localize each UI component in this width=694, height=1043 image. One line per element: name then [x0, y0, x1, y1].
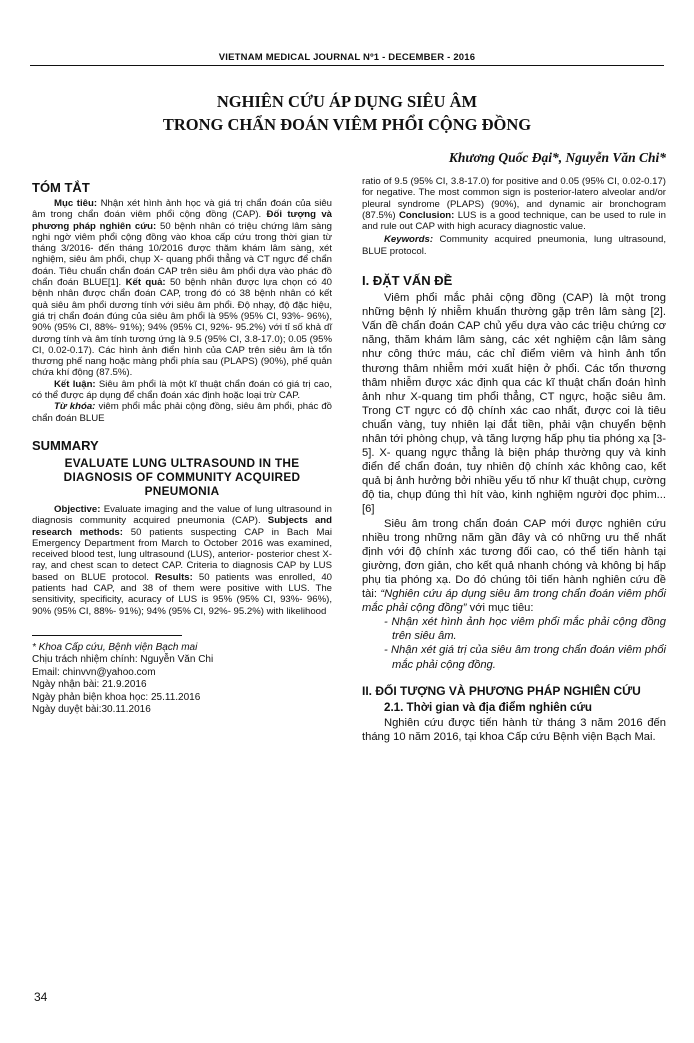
- conclusion-vi-text: Siêu âm phổi là một kĩ thuật chẩn đoán có giá trị cao, có thể được áp dụng để chẩn đoán xác định hoặc loại trừ CAP.: [32, 378, 332, 402]
- review-date: Ngày phản biện khoa học: 25.11.2016: [32, 691, 201, 703]
- author-list: Khương Quốc Đại*, Nguyễn Văn Chi*: [448, 150, 666, 165]
- results-vi-label: Kết quả:: [125, 277, 166, 289]
- summary-heading: SUMMARY: [32, 437, 99, 453]
- methods-vi-text: 50 bệnh nhân có triệu chứng lâm sàng nghi ngờ viêm phổi cộng đồng vào khoa cấp cứu trong thời gian từ tháng 3/2016- đến tháng 10/2016 được thăm khám lâm sàng, xét nghiệm, siêu âm phổi, chụp X- quang phổi thẳng và CT ngực để chẩn đoán. Tiêu chuẩn chẩn đoán CAP trên siêu âm phổi dựa vào phác đồ chẩn đoán BLUE[1].: [32, 220, 333, 289]
- right-column: [362, 176, 666, 744]
- conclusion-vi-label: Kết luận:: [54, 378, 96, 390]
- summary-title: EVALUATE LUNG ULTRASOUND IN THE DIAGNOSIS OF COMMUNITY ACQUIRED PNEUMONIA: [63, 455, 301, 498]
- left-column: [32, 176, 332, 717]
- results-en-cont: ratio of 9.5 (95% CI, 3.8-17.0) for positive and 0.05 (95% CI, 0.02-0.17) for negative. The most common sign is posterior-latero alveolar and/or pleural syndrome (PLAPS) (90%), and dynamic air bronchogram (87.5%): [362, 176, 666, 221]
- keywords-en: [362, 234, 666, 257]
- conclusion-en-label: Conclusion:: [398, 209, 455, 221]
- running-header: VIETNAM MEDICAL JOURNAL Nº1 - DECEMBER - 2016: [30, 52, 664, 66]
- section-2-1-heading: 2.1. Thời gian và địa điểm nghiên cứu: [384, 700, 592, 714]
- abstract-vi-heading: TÓM TẮT: [32, 180, 90, 195]
- methods-vi-label: Đối tượng và phương pháp nghiên cứu:: [32, 209, 332, 232]
- keywords-vi-text: viêm phổi mắc phải cộng đồng, siêu âm phổi, phác đồ chẩn đoán BLUE: [32, 401, 333, 424]
- footnote-divider: [32, 635, 182, 636]
- conclusion-vi: [32, 379, 332, 402]
- article-title: [60, 90, 634, 136]
- study-topic: “Nghiên cứu áp dụng siêu âm trong chẩn đoán viêm phổi mắc phải cộng đồng”: [362, 588, 667, 615]
- section-1-para-2: [362, 517, 666, 616]
- email: Email: chinvvn@yahoo.com: [32, 666, 156, 678]
- keywords-en-text: Community acquired pneumonia, lung ultrasound, BLUE protocol.: [362, 234, 667, 257]
- title-line-1: NGHIÊN CỨU ÁP DỤNG SIÊU ÂM: [216, 92, 478, 111]
- affiliation: * Khoa Cấp cứu, Bệnh viện Bạch mai: [32, 641, 198, 653]
- para-2-end: với mục tiêu:: [469, 602, 534, 615]
- objective-vi-label: Mục tiêu:: [54, 198, 98, 209]
- results-en-label: Results:: [154, 571, 193, 583]
- para-2-text: Siêu âm trong chẩn đoán CAP mới được nghiên cứu nhiều trong những năm gần đây và có những ưu thế nhất định với độ chính xác tương đối cao, có thể tiến hành tại giường, đơn giản, cho kết quả nhanh chóng và không bị hấp phụ tia phóng xạ. Do đó chúng tôi tiến hành nghiên cứu đề tài:: [362, 517, 666, 601]
- objective-bullet-2: - Nhận xét giá trị của siêu âm trong chẩn đoán viêm phổi mắc phải cộng đồng.: [384, 644, 666, 671]
- keywords-en-label: Keywords:: [384, 234, 434, 246]
- page-number: 34: [34, 990, 48, 1004]
- summary-continued: [362, 176, 666, 232]
- approval-date: Ngày duyệt bài:30.11.2016: [32, 704, 151, 716]
- footnote: [32, 642, 332, 717]
- section-1-heading: I. ĐẶT VẤN ĐỀ: [362, 273, 453, 289]
- objective-en-label: Objective:: [54, 503, 101, 515]
- objective-bullet-1: - Nhận xét hình ảnh học viêm phổi mắc phải cộng đồng trên siêu âm.: [384, 616, 666, 643]
- keywords-vi: [32, 401, 332, 424]
- objective-en-text: Evaluate imaging and the value of lung ultrasound in diagnosis community acquired pneumonia (CAP).: [32, 503, 332, 527]
- conclusion-en-text: LUS is a good technique, can be used to rule in and rule out CAP with high acuracy diagnostic value.: [362, 209, 667, 233]
- responsible-author: Chịu trách nhiệm chính: Nguyễn Văn Chi: [32, 654, 214, 666]
- subjects-en-label: Subjects and research methods:: [32, 515, 332, 538]
- section-1-para-1: Viêm phổi mắc phải cộng đồng (CAP) là một trong những bệnh lý nhiễm khuẩn thường gặp trên lâm sàng [2]. Vấn đề chẩn đoán CAP chủ yếu dựa vào các triệu chứng cơ năng, thăm khám lâm sàng, các xét nghiệm cận lâm sàng như công thức máu, các chỉ điểm viêm và hình ảnh tổn thương thâm nhiễm mới xuất hiện ở phổi. Các tổn thương thâm nhiễm được xác định qua các kĩ thuật chẩn đoán hình ảnh như X-quang tim phổi thẳng, CT ngực, hoặc siêu âm. Trong CT ngực có độ chính xác cao nhất, được coi là tiêu chuẩn vàng, tuy nhiên lại đắt tiền, phải vận chuyển bệnh nhân tới phòng chụp, và tăng lượng hấp phụ tia phóng xạ [3-5]. X- quang ngực thẳng là biện pháp thường quy và kinh điển để chẩn đoán, tuy nhiên độ chính xác không cao, kết quả bị ảnh hưởng bởi nhiều yếu tố như kĩ thuật chụp, cường độ tia, chụp đúng thì hít vào, kinh nghiệm người đọc phim... [6]: [362, 292, 666, 516]
- section-2-heading: II. ĐỐI TƯỢNG VÀ PHƯƠNG PHÁP NGHIÊN CỨU: [362, 683, 641, 698]
- summary-body: [32, 504, 332, 617]
- section-2-1-para: Nghiên cứu được tiến hành từ tháng 3 năm 2016 đến tháng 10 năm 2016, tại khoa Cấp cứu Bệnh viện Bạch Mai.: [362, 716, 666, 743]
- title-line-2: TRONG CHẨN ĐOÁN VIÊM PHỔI CỘNG ĐỒNG: [162, 115, 532, 134]
- results-vi-text: 50 bệnh nhân được lựa chọn có 40 bệnh nhân được chẩn đoán CAP, trong đó có 38 bệnh nhân có kết quả siêu âm phổi dương tính với siêu âm phổi. Độ nhạy, độ đặc hiệu, giá trị chẩn đoán đúng của siêu âm phổi là 95% (95% CI, 93%- 96%), 90% (95% CI, 88%- 91%); 94% (95% CI, 92%- 95.2%) với tỉ số khả dĩ dương tính và âm tính tương ứng là 9.5 (95% CI, 3.8-17.0); 0.05 (95% CI, 0.02-0.17). Các hình ảnh điển hình của CAP trên siêu âm là tổn thương phế nang hoặc màng phổi phía sau (PLAPS) (90%), phế quản chứa khí động (87.5%).: [32, 277, 333, 379]
- abstract-vi-body: [32, 198, 332, 379]
- subjects-en-text: 50 patients suspecting CAP in Bach Mai Emergency Department from March to October 2016 was examined, received blood test, lung ultrasound (LUS), anterior- posterior chest X-ray, and chest scan to detect CAP. Criteria to diagnosis CAP by LUS based on BLUE protocol.: [32, 526, 332, 583]
- objective-vi-text: Nhận xét hình ảnh học và giá trị chẩn đoán của siêu âm trong chẩn đoán viêm phổi cộng đồng (CAP).: [32, 198, 333, 221]
- keywords-vi-label: Từ khóa:: [54, 401, 96, 413]
- results-en-text: 50 patients was enrolled, 40 patients had CAP, and 38 of them were positive with LUS. The sensitivity, specificity, acuracy of LUS is 95% (95% CI, 93%- 96%), 90% (95% CI, 88%- 91%); 94% (95% CI, 92%- 95.2%) with likelihood: [32, 571, 332, 617]
- received-date: Ngày nhận bài: 21.9.2016: [32, 679, 147, 691]
